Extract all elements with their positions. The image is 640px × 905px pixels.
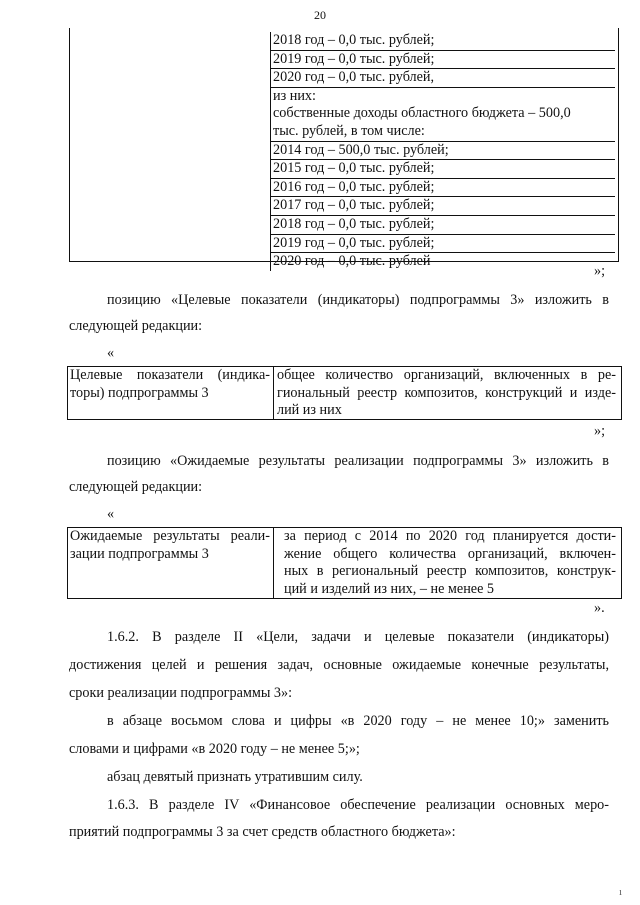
financing-line: тыс. рублей, в том числе:: [270, 123, 615, 142]
cell-line: общее количество организаций, включенных в ре-: [277, 367, 616, 383]
closing-quote: »;: [594, 423, 606, 439]
financing-line: собственные доходы областного бюджета – 500,0: [270, 105, 615, 123]
paragraph-line: сроки реализации подпрограммы 3»:: [69, 685, 293, 701]
results-value-cell: [284, 528, 616, 598]
cell-line: за период с 2014 по 2020 год планируется дости-: [284, 528, 616, 544]
financing-line: 2014 год – 500,0 тыс. рублей;: [270, 142, 615, 161]
cell-line: Целевые показатели (индика-: [70, 367, 270, 383]
cell-line: торы) подпрограммы 3: [70, 384, 209, 401]
targets-label-cell: [70, 367, 270, 419]
closing-quote: »;: [594, 263, 606, 279]
results-table: [67, 527, 622, 599]
page-number: 20: [314, 8, 326, 22]
cell-line: зации подпрограммы 3: [70, 545, 209, 562]
results-label-cell: [70, 528, 270, 598]
paragraph-line: достижения целей и решения задач, основные ожидаемые конечные результаты,: [69, 657, 609, 673]
cell-line: жение общего количества организаций, включен-: [284, 545, 616, 562]
financing-lines: [270, 32, 615, 271]
paragraph-line: следующей редакции:: [69, 318, 203, 334]
financing-line: из них:: [270, 88, 615, 106]
paragraph-line: 1.6.3. В разделе IV «Финансовое обеспечение реализации основных меро-: [107, 797, 609, 813]
financing-line: 2020 год – 0,0 тыс. рублей,: [270, 69, 615, 88]
paragraph-line: следующей редакции:: [69, 479, 203, 495]
cell-line: ных в региональный реестр композитов, конструк-: [284, 563, 616, 579]
paragraph-line: позицию «Ожидаемые результаты реализации подпрограммы 3» изложить в: [107, 453, 609, 469]
table-left-border: [69, 28, 70, 262]
financing-line: 2015 год – 0,0 тыс. рублей;: [270, 160, 615, 179]
financing-line: 2017 год – 0,0 тыс. рублей;: [270, 197, 615, 216]
financing-line: 2018 год – 0,0 тыс. рублей;: [270, 32, 615, 51]
paragraph-line: абзац девятый признать утратившим силу.: [107, 769, 363, 785]
targets-value-cell: [277, 367, 616, 419]
cell-line: Ожидаемые результаты реали-: [70, 528, 270, 544]
paragraph-line: словами и цифрами «в 2020 году – не менее 5;»;: [69, 741, 360, 757]
cell-line: гиональный реестр композитов, конструкций и изде-: [277, 384, 616, 401]
paragraph-line: позицию «Целевые показатели (индикаторы) подпрограммы 3» изложить в: [107, 292, 609, 308]
paragraph-line: 1.6.2. В разделе II «Цели, задачи и целевые показатели (индикаторы): [107, 629, 609, 645]
table-divider: [273, 367, 274, 419]
opening-quote: «: [107, 506, 115, 522]
financing-table: [69, 28, 619, 270]
table-right-border: [618, 28, 619, 262]
table-divider: [273, 528, 274, 598]
opening-quote: «: [107, 345, 115, 361]
closing-quote: ».: [594, 600, 605, 616]
cell-line: ций и изделий из них, – не менее 5: [284, 580, 495, 597]
corner-mark: ı: [618, 886, 622, 898]
financing-line: 2019 год – 0,0 тыс. рублей;: [270, 51, 615, 70]
paragraph-line: в абзаце восьмом слова и цифры «в 2020 году – не менее 10;» заменить: [107, 713, 609, 729]
financing-line: 2016 год – 0,0 тыс. рублей;: [270, 179, 615, 198]
cell-line: лий из них: [277, 402, 342, 418]
financing-line: 2018 год – 0,0 тыс. рублей;: [270, 216, 615, 235]
paragraph-line: приятий подпрограммы 3 за счет средств областного бюджета»:: [69, 824, 456, 840]
financing-line: 2020 год – 0,0 тыс. рублей: [270, 253, 615, 271]
targets-table: [67, 366, 622, 420]
financing-line: 2019 год – 0,0 тыс. рублей;: [270, 235, 615, 254]
